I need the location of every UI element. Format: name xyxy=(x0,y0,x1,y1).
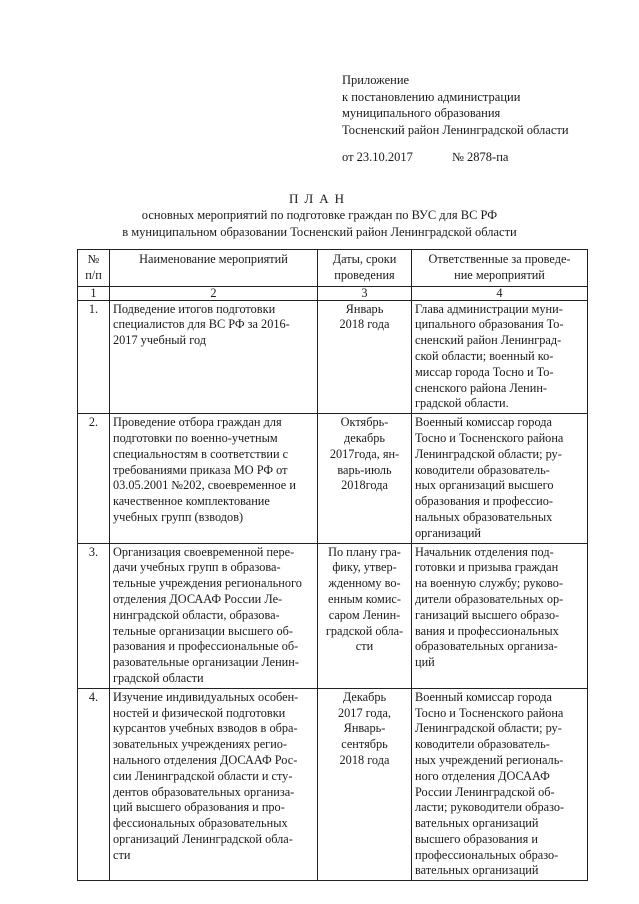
header-name-line: Наименование мероприятий xyxy=(139,252,288,266)
table-row xyxy=(78,300,588,414)
responsible-line: Военный комиссар города xyxy=(415,689,552,704)
responsible-line: Ленинградской области; ру- xyxy=(415,446,562,461)
event-name-line: подготовки по военно-учетным xyxy=(113,430,278,445)
event-dates-line: енным комис- xyxy=(328,591,401,606)
event-name-line: качественное комплектование xyxy=(113,494,270,509)
responsible-line: Ленинградской области; ру- xyxy=(415,721,562,736)
responsible-line: профессиональных образо- xyxy=(415,847,559,862)
event-name-cell xyxy=(110,543,318,688)
event-dates-line: саром Ленин- xyxy=(328,607,401,622)
table-row xyxy=(78,543,588,688)
event-dates-cell xyxy=(318,688,412,881)
event-dates-line: градской обла- xyxy=(325,623,404,638)
table-header-row xyxy=(78,250,588,287)
responsible-cell xyxy=(412,543,588,688)
resolution-date: от 23.10.2017 xyxy=(342,150,413,164)
responsible-line: ных организаций высшего xyxy=(415,478,554,493)
event-name-line: отделения ДОСААФ России Ле- xyxy=(113,591,283,606)
responsible-line: образовательных организа- xyxy=(415,639,558,654)
responsible-line: ных учреждений региональ- xyxy=(415,752,564,767)
responsible-line: Тосно и Тосненского района xyxy=(415,705,564,720)
event-dates-line: Январь xyxy=(345,301,384,316)
event-name-line: ностей и физической подготовки xyxy=(113,705,286,720)
responsible-line: Начальник отделения под- xyxy=(415,544,554,559)
header-responsible-line: Ответственные за проведе- xyxy=(428,252,571,266)
responsible-line: миссар города Тосно и То- xyxy=(415,364,554,379)
appendix-line: к постановлению администрации xyxy=(342,89,521,104)
table-row xyxy=(78,688,588,881)
event-name-line: 03.05.2001 №202, своевременное и xyxy=(113,478,296,493)
event-dates-line: жденному во- xyxy=(328,576,401,591)
header-name xyxy=(110,250,318,287)
event-name-line: дентов образовательных организа- xyxy=(113,784,295,799)
event-dates-cell xyxy=(318,543,412,688)
event-dates-line: 2018 года xyxy=(339,317,390,332)
responsible-cell xyxy=(412,300,588,414)
column-number: 2 xyxy=(110,286,318,300)
responsible-line: готовки и призыва граждан xyxy=(415,560,559,575)
responsible-cell xyxy=(412,414,588,543)
event-name-line: организаций Ленинградской обла- xyxy=(113,831,293,846)
appendix-line: муниципального образования xyxy=(342,106,501,120)
event-dates-cell xyxy=(318,414,412,543)
event-name-line: нинградской области, образова- xyxy=(113,607,280,622)
header-dates-line: проведения xyxy=(334,267,395,282)
column-number: 4 xyxy=(412,286,588,300)
responsible-line: ской области; военный ко- xyxy=(415,348,554,363)
appendix-block xyxy=(342,72,569,138)
event-name-line: учебных групп (взводов) xyxy=(113,509,244,524)
event-dates-line: Октябрь- xyxy=(340,415,389,430)
responsible-line: сненский район Ленинград- xyxy=(415,333,562,348)
resolution-number: № 2878-па xyxy=(452,150,509,164)
responsible-line: ководители образователь- xyxy=(415,737,550,752)
event-dates-line: 2017года, ян- xyxy=(329,446,400,461)
event-dates-line: Декабрь xyxy=(342,689,387,704)
event-name-line: требованиями приказа МО РФ от xyxy=(113,462,288,477)
responsible-line: ласти; руководители образо- xyxy=(415,800,565,815)
event-dates-cell xyxy=(318,300,412,414)
responsible-line: нальных образовательных xyxy=(415,509,553,524)
event-name-line: градской области xyxy=(113,670,204,685)
event-name-cell xyxy=(110,688,318,881)
plan-heading: ПЛАН xyxy=(289,191,350,206)
event-dates-line: сти xyxy=(355,639,374,654)
header-num-line: п/п xyxy=(85,267,102,282)
event-name-line: ций высшего образования и про- xyxy=(113,800,285,815)
appendix-line: Приложение xyxy=(342,73,410,87)
event-name-line: дачи учебных групп в образова- xyxy=(113,560,281,575)
responsible-line: Военный комиссар города xyxy=(415,415,552,430)
event-name-line: специалистов для ВС РФ за 2016- xyxy=(113,317,290,332)
row-number-cell: 1. xyxy=(78,300,110,414)
header-num-line: № xyxy=(87,252,100,266)
responsible-line: ципального образования То- xyxy=(415,317,564,332)
responsible-line: вательных организаций xyxy=(415,816,539,831)
plan-subtitle-line-1: основных мероприятий по подготовке граждан по ВУС для ВС РФ xyxy=(141,208,498,222)
responsible-line: вания и профессиональных xyxy=(415,623,559,638)
header-dates-line: Даты, сроки xyxy=(332,252,397,266)
plan-table xyxy=(77,249,588,881)
event-name-line: фессиональных образовательных xyxy=(113,816,288,831)
event-name-line: разования и профессиональные об- xyxy=(113,639,299,654)
event-name-line: нального отделения ДОСААФ Рос- xyxy=(113,752,298,767)
event-dates-line: 2018года xyxy=(341,478,388,493)
appendix-line: Тосненский район Ленинградской области xyxy=(342,122,569,137)
column-number: 3 xyxy=(318,286,412,300)
event-dates-line: варь-июль xyxy=(337,462,392,477)
responsible-line: на военную службу; руково- xyxy=(415,576,563,591)
row-number-cell: 4. xyxy=(78,688,110,881)
responsible-line: сненского района Ленин- xyxy=(415,380,547,395)
responsible-line: России Ленинградской об- xyxy=(415,784,555,799)
event-name-line: тельные учреждения регионального xyxy=(113,576,302,591)
responsible-line: ций xyxy=(415,655,435,670)
responsible-line: организаций xyxy=(415,525,482,540)
event-dates-line: Январь- xyxy=(343,721,386,736)
header-responsible xyxy=(412,250,588,287)
event-dates-line: 2017 года, xyxy=(338,705,391,720)
responsible-line: ководители образователь- xyxy=(415,462,550,477)
event-dates-line: декабрь xyxy=(344,430,385,445)
event-dates-line: фику, утвер- xyxy=(332,560,397,575)
column-number: 1 xyxy=(78,286,110,300)
responsible-cell xyxy=(412,688,588,881)
event-name-line: специальностям в соответствии с xyxy=(113,446,289,461)
event-name-line: тельные организации высшего об- xyxy=(113,623,293,638)
event-name-cell xyxy=(110,414,318,543)
event-name-line: Изучение индивидуальных особен- xyxy=(113,689,299,704)
header-num xyxy=(78,250,110,287)
table-row xyxy=(78,414,588,543)
event-dates-line: сентябрь xyxy=(341,737,388,752)
header-dates xyxy=(318,250,412,287)
responsible-line: дители образовательных ор- xyxy=(415,591,564,606)
header-responsible-line: ние мероприятий xyxy=(454,267,545,282)
responsible-line: высшего образования и xyxy=(415,831,538,846)
event-name-line: Проведение отбора граждан для xyxy=(113,415,282,430)
event-name-line: сии Ленинградской области и сту- xyxy=(113,768,293,783)
event-name-line: курсантов учебных взводов в обра- xyxy=(113,721,298,736)
responsible-line: образования и профессио- xyxy=(415,494,553,509)
responsible-line: Тосно и Тосненского района xyxy=(415,430,564,445)
row-number-cell: 2. xyxy=(78,414,110,543)
column-number-row xyxy=(78,286,588,300)
event-name-line: сти xyxy=(113,847,131,862)
responsible-line: ного отделения ДОСААФ xyxy=(415,768,550,783)
event-name-line: зовательных учреждениях регио- xyxy=(113,737,288,752)
event-dates-line: 2018 года xyxy=(339,752,390,767)
responsible-line: вательных организаций xyxy=(415,863,539,878)
event-name-line: разовательные организации Ленин- xyxy=(113,655,299,670)
event-name-line: 2017 учебный год xyxy=(113,333,207,348)
plan-subtitle-line-2: в муниципальном образовании Тосненский район Ленинградской области xyxy=(122,225,517,239)
responsible-line: градской области. xyxy=(415,396,509,411)
row-number-cell: 3. xyxy=(78,543,110,688)
event-name-line: Организация своевременной пере- xyxy=(113,544,295,559)
responsible-line: ганизаций высшего образо- xyxy=(415,607,560,622)
event-dates-line: По плану гра- xyxy=(328,544,401,559)
event-name-line: Подведение итогов подготовки xyxy=(113,301,276,316)
event-name-cell xyxy=(110,300,318,414)
responsible-line: Глава администрации муни- xyxy=(415,301,563,316)
